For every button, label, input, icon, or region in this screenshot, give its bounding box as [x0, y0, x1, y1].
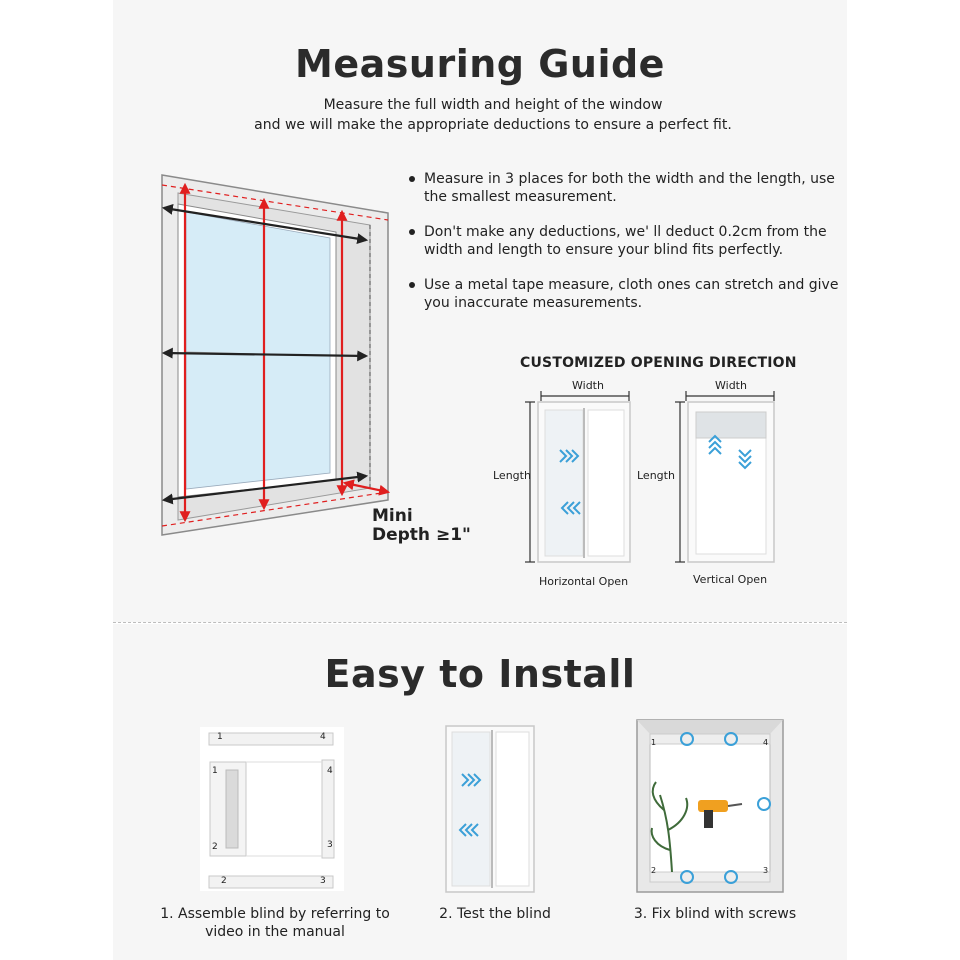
step-2-caption: 2. Test the blind	[439, 906, 551, 922]
subtitle-line-1: Measure the full width and height of the window	[323, 97, 663, 113]
mini-depth-line-2: Depth ≥1"	[372, 525, 471, 545]
corner-number: 1	[212, 766, 218, 776]
step-1-caption-line-1: 1. Assemble blind by referring to	[160, 906, 390, 922]
corner-number: 4	[763, 738, 769, 747]
measuring-guide-title: Measuring Guide	[295, 42, 665, 86]
corner-number: 1	[651, 738, 657, 747]
easy-install-title: Easy to Install	[324, 652, 636, 696]
corner-number: 2	[651, 866, 657, 875]
vertical-length-label: Length	[637, 469, 675, 482]
horizontal-width-label: Width	[572, 379, 604, 392]
corner-number: 3	[327, 840, 333, 850]
horizontal-open-caption: Horizontal Open	[539, 575, 629, 588]
corner-number: 2	[221, 876, 227, 886]
corner-number: 2	[212, 842, 218, 852]
tip-item: Use a metal tape measure, cloth ones can stretch and give you inaccurate measurements.	[406, 276, 846, 312]
corner-number: 4	[327, 766, 333, 776]
mini-depth-line-1: Mini	[372, 506, 413, 526]
opening-direction-title: CUSTOMIZED OPENING DIRECTION	[520, 355, 797, 371]
tip-item: Measure in 3 places for both the width and the length, use the smallest measurement.	[406, 170, 846, 206]
step-1-caption-line-2: video in the manual	[205, 924, 345, 940]
horizontal-length-label: Length	[493, 469, 531, 482]
step-1-caption	[150, 905, 400, 941]
corner-number: 4	[320, 732, 326, 742]
tip-item: Don't make any deductions, we' ll deduct 0.2cm from the width and length to ensure your blind fits perfectly.	[406, 223, 846, 259]
corner-number: 3	[763, 866, 769, 875]
corner-number: 1	[217, 732, 223, 742]
vertical-width-label: Width	[715, 379, 747, 392]
vertical-open-caption: Vertical Open	[693, 573, 768, 586]
step-3-caption: 3. Fix blind with screws	[633, 906, 797, 922]
subtitle-line-2: and we will make the appropriate deductions to ensure a perfect fit.	[254, 117, 732, 133]
corner-number: 3	[320, 876, 326, 886]
